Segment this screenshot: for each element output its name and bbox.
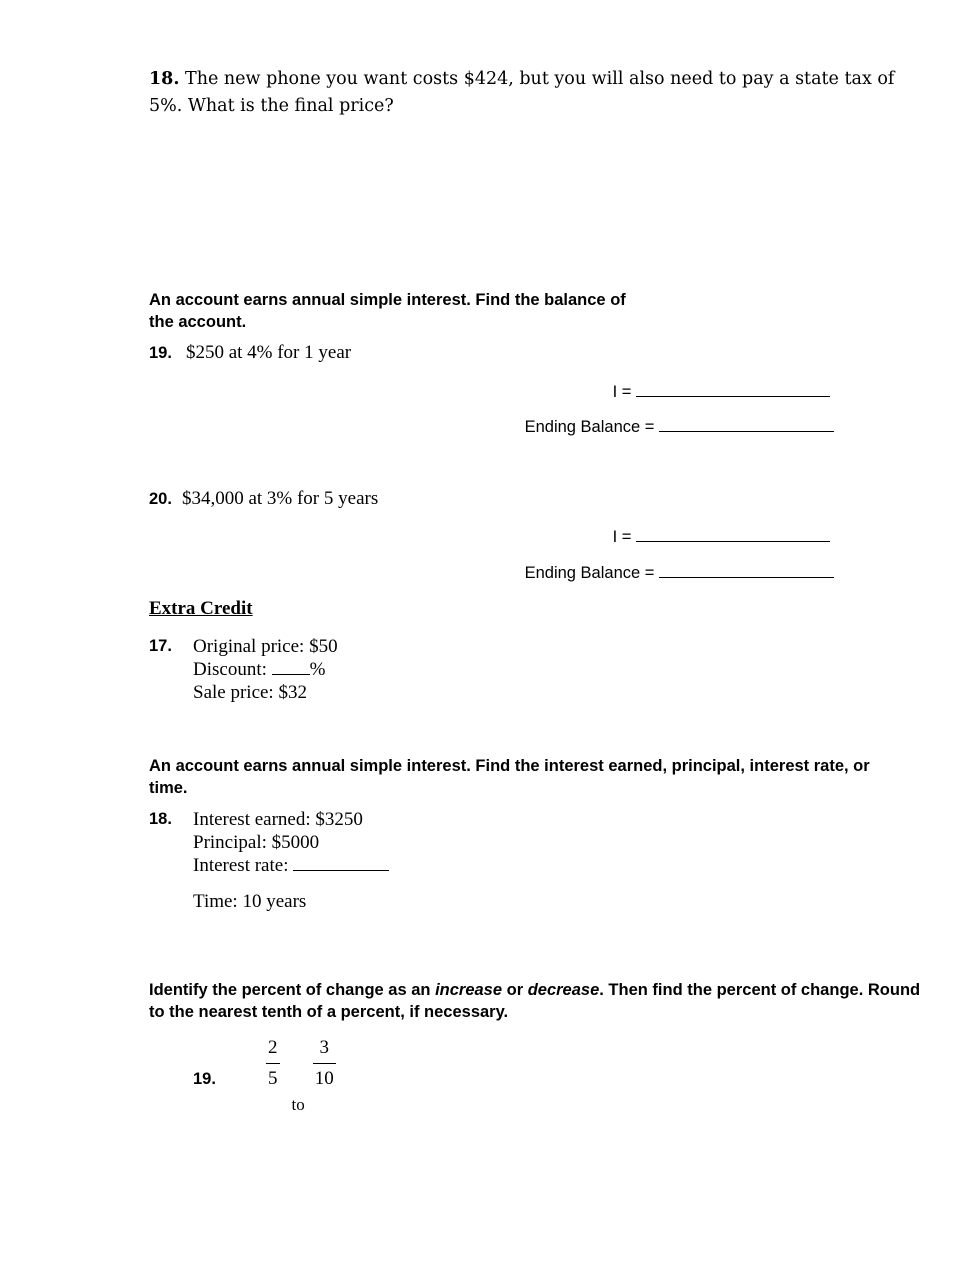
- interest-rate-answer-blank[interactable]: [293, 856, 389, 871]
- fraction-expression: [266, 1035, 336, 1115]
- time-years: Time: 10 years: [193, 891, 307, 912]
- problem-18-intro: [149, 66, 919, 120]
- principal: Principal: $5000: [193, 832, 320, 853]
- denominator: 5: [268, 1068, 278, 1089]
- discount-line: [193, 658, 338, 681]
- numerator: 2: [268, 1037, 278, 1058]
- interest-earned: Interest earned: $3250: [193, 809, 363, 830]
- balance-label: Ending Balance =: [524, 418, 659, 436]
- section-heading-percent-change: [149, 979, 924, 1023]
- problem-text: The new phone you want costs $424, but you will also need to pay a state tax of 5%. What is the final price?: [149, 69, 895, 116]
- section-heading-find-values: An account earns annual simple interest. Find the interest earned, principal, interest rate, or time.: [149, 757, 870, 797]
- fraction-three-tenths: [313, 1035, 336, 1092]
- problem-number: 19.: [193, 1070, 216, 1088]
- problem-number: 18.: [149, 69, 180, 89]
- heading-emphasis-decrease: decrease: [527, 981, 600, 999]
- interest-rate-label: Interest rate:: [193, 855, 294, 876]
- interest-label: I =: [612, 528, 636, 546]
- extra-credit-title: Extra Credit: [149, 598, 253, 619]
- numerator: 3: [319, 1037, 329, 1058]
- connector-to: to: [291, 1095, 305, 1114]
- problem-number: 19.: [149, 344, 172, 362]
- problem-number: 20.: [149, 490, 172, 508]
- problem-number: 18.: [149, 810, 172, 828]
- sale-price: Sale price: $32: [193, 682, 307, 703]
- discount-answer-blank[interactable]: [272, 660, 310, 675]
- balance-label: Ending Balance =: [524, 564, 659, 582]
- problem-18-details: [193, 808, 389, 877]
- heading-text: Identify the percent of change as an: [149, 981, 436, 999]
- original-price: Original price: $50: [193, 636, 338, 657]
- balance-answer-blank[interactable]: [659, 415, 834, 432]
- balance-answer-row: [480, 561, 834, 583]
- balance-answer-row: [480, 415, 834, 437]
- problem-number: 17.: [149, 637, 172, 655]
- heading-line: the account.: [149, 313, 247, 331]
- interest-answer-blank[interactable]: [636, 380, 830, 397]
- interest-answer-row: [560, 525, 830, 547]
- problem-17-details: [193, 635, 338, 704]
- section-heading-balance: [149, 289, 709, 333]
- interest-answer-blank[interactable]: [636, 525, 830, 542]
- problem-20: [149, 488, 378, 510]
- interest-label: I =: [612, 383, 636, 401]
- interest-answer-row: [560, 380, 830, 402]
- fraction-two-fifths: [266, 1035, 280, 1092]
- heading-text: or: [502, 981, 528, 999]
- heading-line: An account earns annual simple interest. Find the balance of: [149, 291, 626, 309]
- heading-text: . Then find the percent of change. Round to the nearest tenth of a percent, if necessary.: [149, 981, 921, 1021]
- discount-label: Discount:: [193, 659, 272, 680]
- problem-text: $34,000 at 3% for 5 years: [181, 488, 379, 509]
- heading-emphasis-increase: increase: [435, 981, 503, 999]
- interest-rate-line: [193, 854, 389, 877]
- percent-sign: %: [309, 659, 326, 680]
- balance-answer-blank[interactable]: [659, 561, 834, 578]
- denominator: 10: [314, 1068, 334, 1089]
- problem-text: $250 at 4% for 1 year: [185, 342, 352, 363]
- problem-19: [149, 342, 351, 364]
